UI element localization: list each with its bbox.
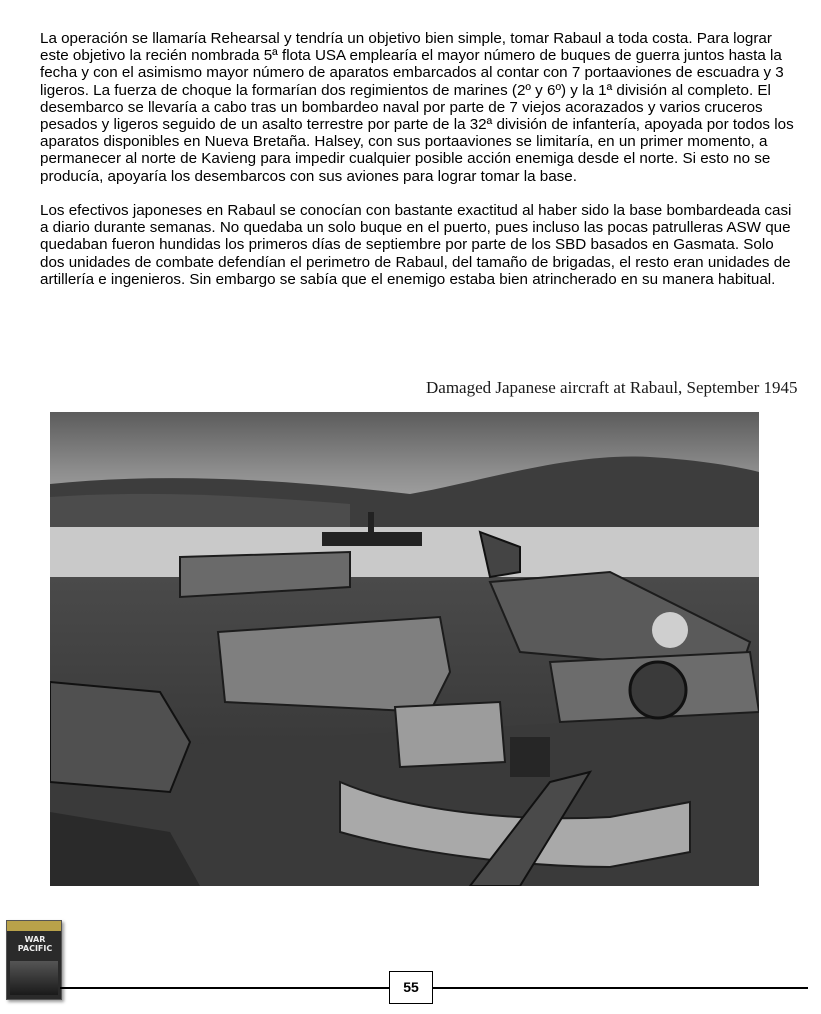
figure-caption: Damaged Japanese aircraft at Rabaul, September 1945: [426, 378, 798, 397]
dvd-cover-thumbnail: [6, 920, 62, 1000]
dvd-cover-band: [7, 921, 61, 931]
dvd-cover-title: WAR PACIFIC: [17, 935, 53, 953]
paragraph-2: Los efectivos japoneses en Rabaul se conocían con bastante exactitud al haber sido la base bombardeada casi a diario durante semanas. No quedaba un solo buque en el puerto, pues incluso las pocas patrulleras ASW que quedaban fueron hundidas los primeros días de septiembre por parte de los SBD basados en Gasmata. Solo dos unidades de combate defendían el perimetro de Rabaul, del tamaño de brigadas, el resto eran unidades de artillería e ingenieros. Sin embargo se sabía que el enemigo estaba bien atrincherado en su manera habitual.: [40, 202, 792, 288]
article-text: [40, 30, 802, 305]
photo-illustration: [50, 412, 759, 886]
aircraft-wreckage-photo: [50, 412, 759, 886]
dvd-cover-art: [10, 961, 58, 995]
page-number: 55: [389, 971, 433, 1004]
footer-rule: [60, 987, 808, 989]
paragraph-1: La operación se llamaría Rehearsal y tendría un objetivo bien simple, tomar Rabaul a toda costa. Para lograr este objetivo la recién nombrada 5ª flota USA emplearía el mayor número de buques de guerra juntos hasta la fecha y con el asimismo mayor número de aparatos embarcados al contar con 7 portaaviones de escuadra y 3 ligeros. La fuerza de choque la formarían dos regimientos de marines (2º y 6º) y la 1ª división al completo. El desembarco se llevaría a cabo tras un bombardeo naval por parte de 7 viejos acorazados y varios cruceros pesados y ligeros seguido de un asalto terrestre por parte de la 32ª división de infantería, apoyada por todos los aparatos disponibles en Nueva Bretaña. Halsey, con sus portaaviones se limitaría, en un primer momento, a permanecer al norte de Kavieng para impedir cualquier posible acción enemiga desde el norte. Si esto no se producía, apoyaría los desembarcos con sus aviones para lograr tomar la base.: [40, 30, 794, 185]
